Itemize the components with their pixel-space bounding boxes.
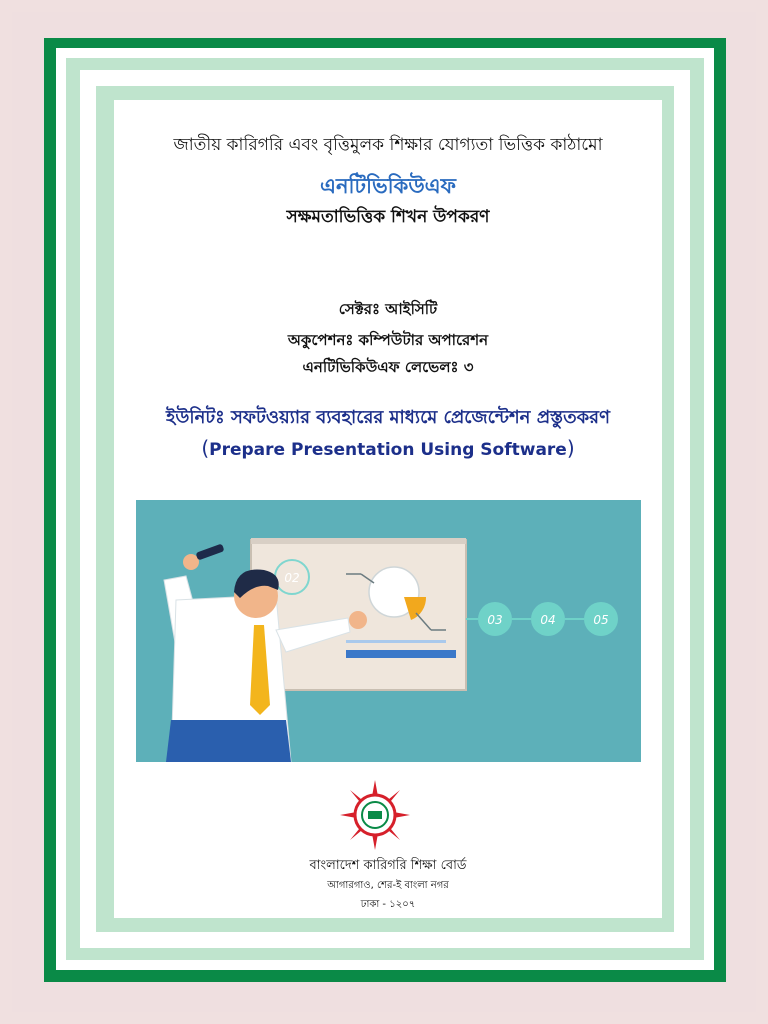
unit-title-en-line: [114, 436, 662, 460]
framework-title: জাতীয় কারিগরি এবং বৃত্তিমুলক শিক্ষার যোগ্যতা ভিত্তিক কাঠামো: [173, 135, 603, 155]
open-paren: (: [201, 436, 210, 460]
pointing-hand: [349, 611, 367, 629]
material-subtitle: সক্ষমতাভিত্তিক শিখন উপকরণ: [286, 207, 490, 227]
occupation-line: অকুপেশনঃ কম্পিউটার অপারেশন: [287, 331, 489, 349]
publisher-address: আগারগাও, শের-ই বাংলা নগর: [327, 880, 449, 891]
presentation-illustration: [136, 500, 641, 762]
step-label-5: 05: [593, 613, 609, 627]
brand-title: এনটিভিকিউএফ: [320, 174, 456, 198]
board-bar-light: [346, 640, 446, 643]
close-paren: ): [566, 436, 575, 460]
step-label-2: 02: [284, 571, 300, 585]
board-bar-blue: [346, 650, 456, 658]
publisher-city: ঢাকা - ১২০৭: [360, 899, 416, 910]
publisher-board: বাংলাদেশ কারিগরি শিক্ষা বোর্ড: [309, 858, 467, 873]
step-label-3: 03: [487, 613, 503, 627]
unit-title-en: Prepare Presentation Using Software: [209, 440, 567, 460]
sector-line: সেক্টরঃ আইসিটি: [338, 300, 438, 318]
step-label-4: 04: [540, 613, 556, 627]
board-top-bar: [251, 538, 466, 544]
unit-title-bn: ইউনিটঃ সফটওয়্যার ব্যবহারের মাধ্যমে প্রেজেন্টেশন প্রস্তুতকরণ: [166, 407, 610, 428]
raised-hand: [183, 554, 199, 570]
board-seal: [340, 780, 410, 850]
level-line: এনটিভিকিউএফ লেভেলঃ ৩: [302, 358, 474, 376]
trousers: [166, 720, 291, 762]
